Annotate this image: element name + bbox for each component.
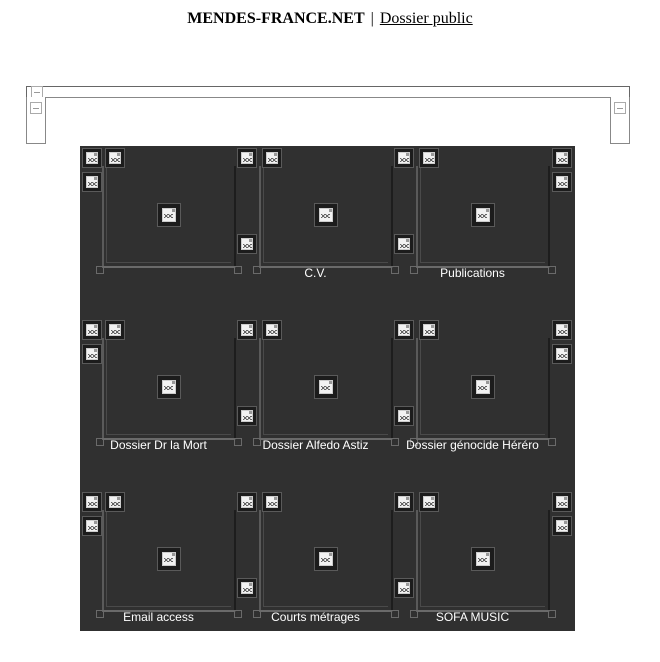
broken-image-icon — [262, 148, 282, 168]
broken-image-icon[interactable] — [471, 203, 495, 227]
broken-image-icon[interactable] — [314, 203, 338, 227]
broken-image-icon[interactable] — [157, 547, 181, 571]
menu-label-dossier-alfedo-astiz[interactable]: Dossier Alfedo Astiz — [262, 438, 369, 452]
broken-image-icon[interactable] — [314, 375, 338, 399]
menu-cell-sofa-music[interactable] — [394, 490, 551, 662]
broken-image-icon — [552, 148, 572, 168]
menu-label-cv[interactable]: C.V. — [304, 266, 327, 280]
broken-image-icon — [105, 320, 125, 340]
broken-frame-left — [26, 97, 46, 144]
menu-cell-courts-metrages[interactable] — [237, 490, 394, 662]
broken-frame-top — [26, 86, 630, 98]
broken-image-icon — [419, 492, 439, 512]
broken-image-icon[interactable] — [471, 375, 495, 399]
menu-label-dossier-dr-la-mort[interactable]: Dossier Dr la Mort — [110, 438, 207, 452]
broken-image-icon — [82, 148, 102, 168]
page-header — [0, 10, 660, 28]
menu-label-publications[interactable]: Publications — [440, 266, 505, 280]
broken-image-icon — [262, 492, 282, 512]
menu-cell-home[interactable] — [80, 146, 237, 318]
broken-image-icon — [105, 492, 125, 512]
broken-image-icon — [82, 344, 102, 364]
broken-image-icon — [82, 320, 102, 340]
menu-cell-dossier-dr-la-mort[interactable] — [80, 318, 237, 490]
menu-label-sofa-music[interactable]: SOFA MUSIC — [435, 610, 510, 624]
broken-image-icon — [552, 492, 572, 512]
menu-cell-dossier-genocide-herero[interactable] — [394, 318, 551, 490]
broken-image-icon — [419, 148, 439, 168]
broken-image-icon — [552, 172, 572, 192]
menu-cell-email-access[interactable] — [80, 490, 237, 662]
broken-image-icon[interactable] — [471, 547, 495, 571]
broken-image-icon — [552, 320, 572, 340]
broken-image-icon — [552, 344, 572, 364]
broken-image-icon — [105, 148, 125, 168]
dossier-public-link[interactable]: Dossier public — [379, 10, 473, 27]
broken-image-icon — [552, 516, 572, 536]
broken-image-icon — [82, 516, 102, 536]
menu-cell-publications[interactable] — [394, 146, 551, 318]
menu-cell-dossier-alfedo-astiz[interactable] — [237, 318, 394, 490]
menu-label-email-access[interactable]: Email access — [123, 610, 194, 624]
broken-image-icon — [614, 102, 626, 114]
menu-grid — [80, 146, 575, 631]
broken-frame-right — [610, 97, 630, 144]
broken-image-icon[interactable] — [157, 203, 181, 227]
broken-image-icon — [419, 320, 439, 340]
broken-image-icon[interactable] — [314, 547, 338, 571]
broken-image-icon — [82, 492, 102, 512]
menu-cell-cv[interactable] — [237, 146, 394, 318]
menu-label-dossier-genocide-herero[interactable]: Dossier génocide Héréro — [406, 438, 539, 452]
broken-image-icon — [82, 172, 102, 192]
broken-image-icon[interactable] — [157, 375, 181, 399]
broken-image-icon — [30, 102, 42, 114]
header-separator: | — [370, 10, 374, 27]
site-name: MENDES-FRANCE.NET — [187, 10, 365, 27]
broken-image-icon — [262, 320, 282, 340]
menu-label-courts-metrages[interactable]: Courts métrages — [271, 610, 360, 624]
